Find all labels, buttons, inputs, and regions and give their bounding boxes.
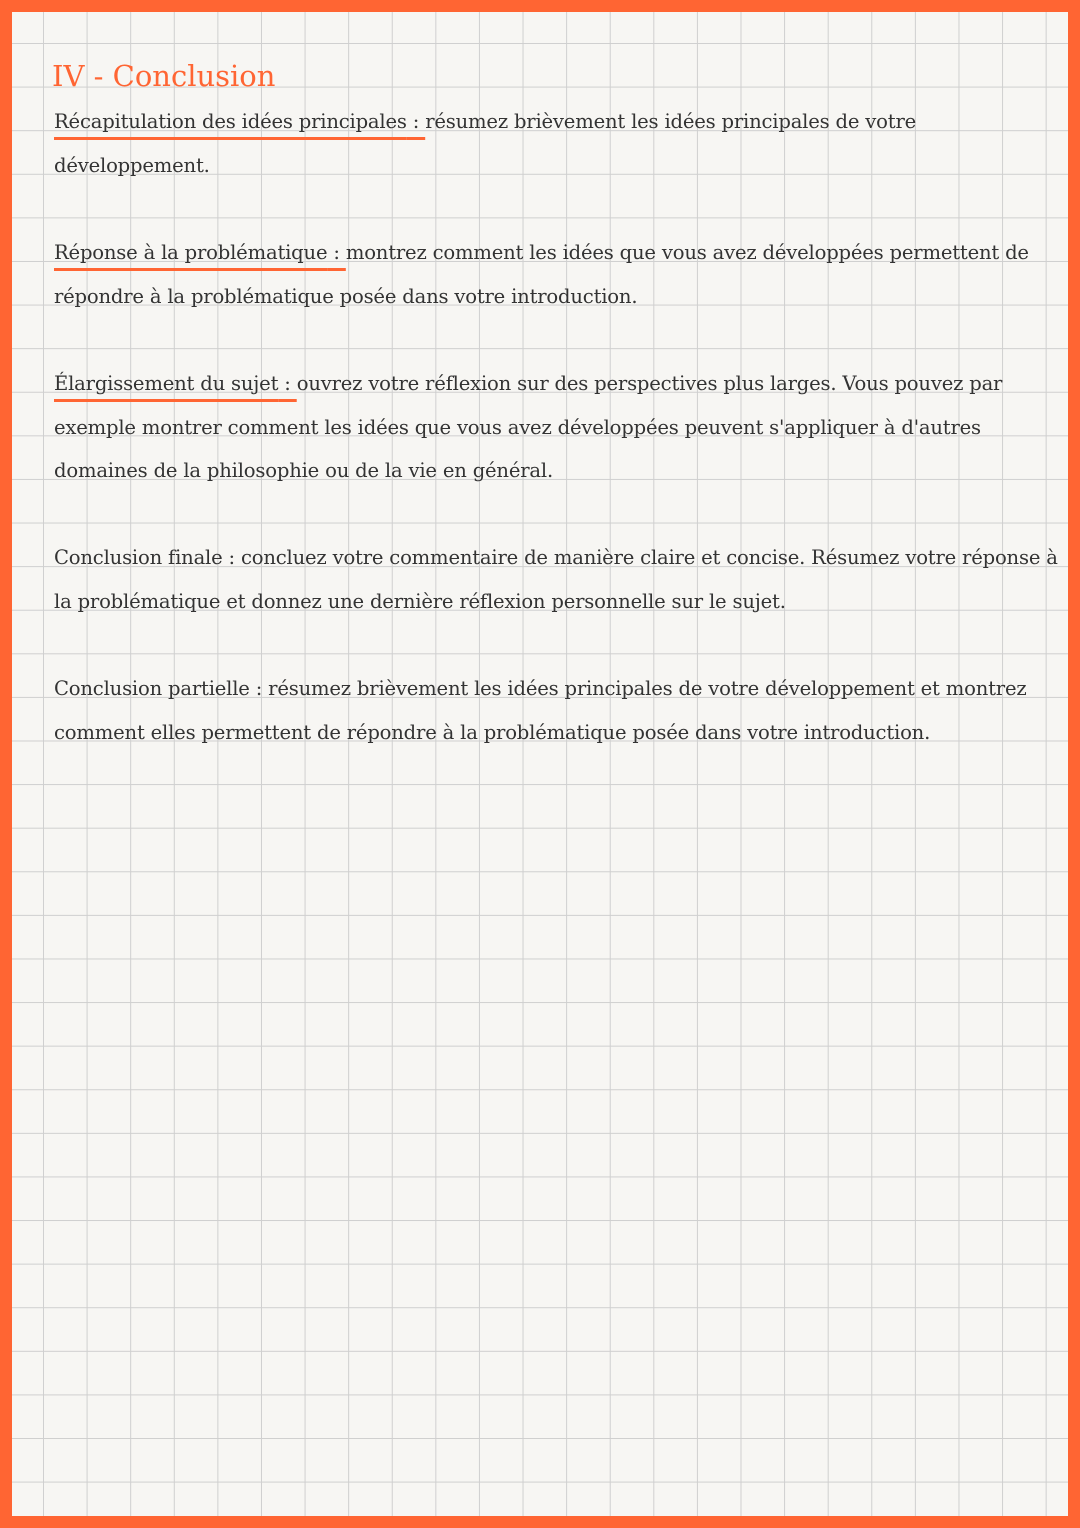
section-body: montrez comment les idées que vous avez développées permettent de répondre à la problématique posée dans votre introduction. [54, 241, 1029, 308]
section-body: résumez brièvement les idées principales de votre développement et montrez comment elles permettent de répondre à la problématique posée dans votre introduction. [54, 677, 1027, 744]
section-elargissement [54, 362, 1064, 493]
section-body: résumez brièvement les idées principales de votre développement. [54, 110, 917, 177]
section-heading: Élargissement du sujet [54, 372, 279, 395]
section-separator: : [222, 546, 241, 569]
section-conclusion-partielle [54, 667, 1064, 754]
section-body: ouvrez votre réflexion sur des perspectives plus larges. Vous pouvez par exemple montrer comment les idées que vous avez développées peuvent s'appliquer à d'autres domaines de la philosophie ou de la vie en général. [54, 372, 1003, 483]
grid-paper-page [12, 12, 1068, 1516]
section-reponse [54, 231, 1064, 318]
section-heading: Conclusion partielle [54, 677, 250, 700]
section-separator: : [327, 241, 346, 264]
section-conclusion-finale [54, 536, 1064, 623]
section-separator: : [406, 110, 426, 133]
section-body: concluez votre commentaire de manière claire et concise. Résumez votre réponse à la problématique et donnez une dernière réflexion personnelle sur le sujet. [54, 546, 1058, 613]
section-recapitulation [54, 100, 1064, 187]
page-title: IV - Conclusion [52, 59, 276, 93]
section-separator: : [249, 677, 269, 700]
section-heading: Réponse à la problématique [54, 241, 328, 264]
section-heading: Conclusion finale [54, 546, 223, 569]
section-separator: : [278, 372, 297, 395]
section-heading: Récapitulation des idées principales [54, 110, 407, 133]
